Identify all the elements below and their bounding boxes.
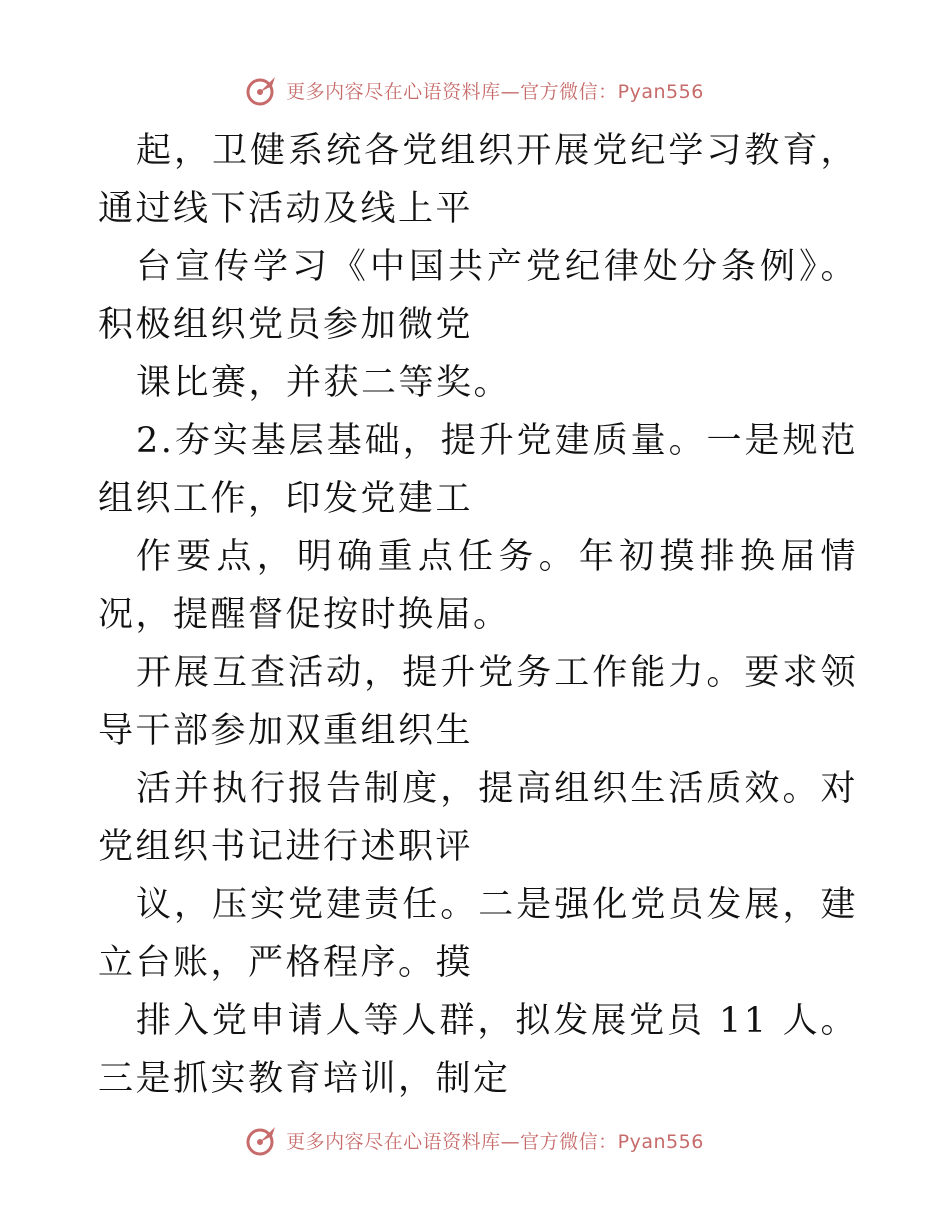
paragraph: 2.夯实基层基础，提升党建质量。一是规范组织工作，印发党建工 xyxy=(98,421,858,519)
quill-logo-icon xyxy=(246,1124,278,1156)
paragraph: 课比赛，并获二等奖。 xyxy=(136,363,512,403)
paragraph: 作要点，明确重点任务。年初摸排换届情况，提醒督促按时换届。 xyxy=(98,537,858,635)
paragraph: 活并执行报告制度，提高组织生活质效。对党组织书记进行述职评 xyxy=(98,769,858,867)
header-watermark xyxy=(0,70,950,110)
paragraph: 台宣传学习《中国共产党纪律处分条例》。积极组织党员参加微党 xyxy=(98,247,858,345)
paragraph: 排入党申请人等人群，拟发展党员 11 人。三是抓实教育培训，制定 xyxy=(98,1001,858,1099)
watermark-text: 更多内容尽在心语资料库—官方微信：Pyan556 xyxy=(286,1130,704,1153)
quill-logo-icon xyxy=(246,74,278,106)
watermark-text: 更多内容尽在心语资料库—官方微信：Pyan556 xyxy=(286,80,704,103)
paragraph: 议，压实党建责任。二是强化党员发展，建立台账，严格程序。摸 xyxy=(98,885,858,983)
paragraph: 起，卫健系统各党组织开展党纪学习教育，通过线下活动及线上平 xyxy=(98,131,858,229)
paragraph: 开展互查活动，提升党务工作能力。要求领导干部参加双重组织生 xyxy=(98,653,858,751)
footer-watermark xyxy=(0,1120,950,1160)
document-body xyxy=(98,122,858,1108)
